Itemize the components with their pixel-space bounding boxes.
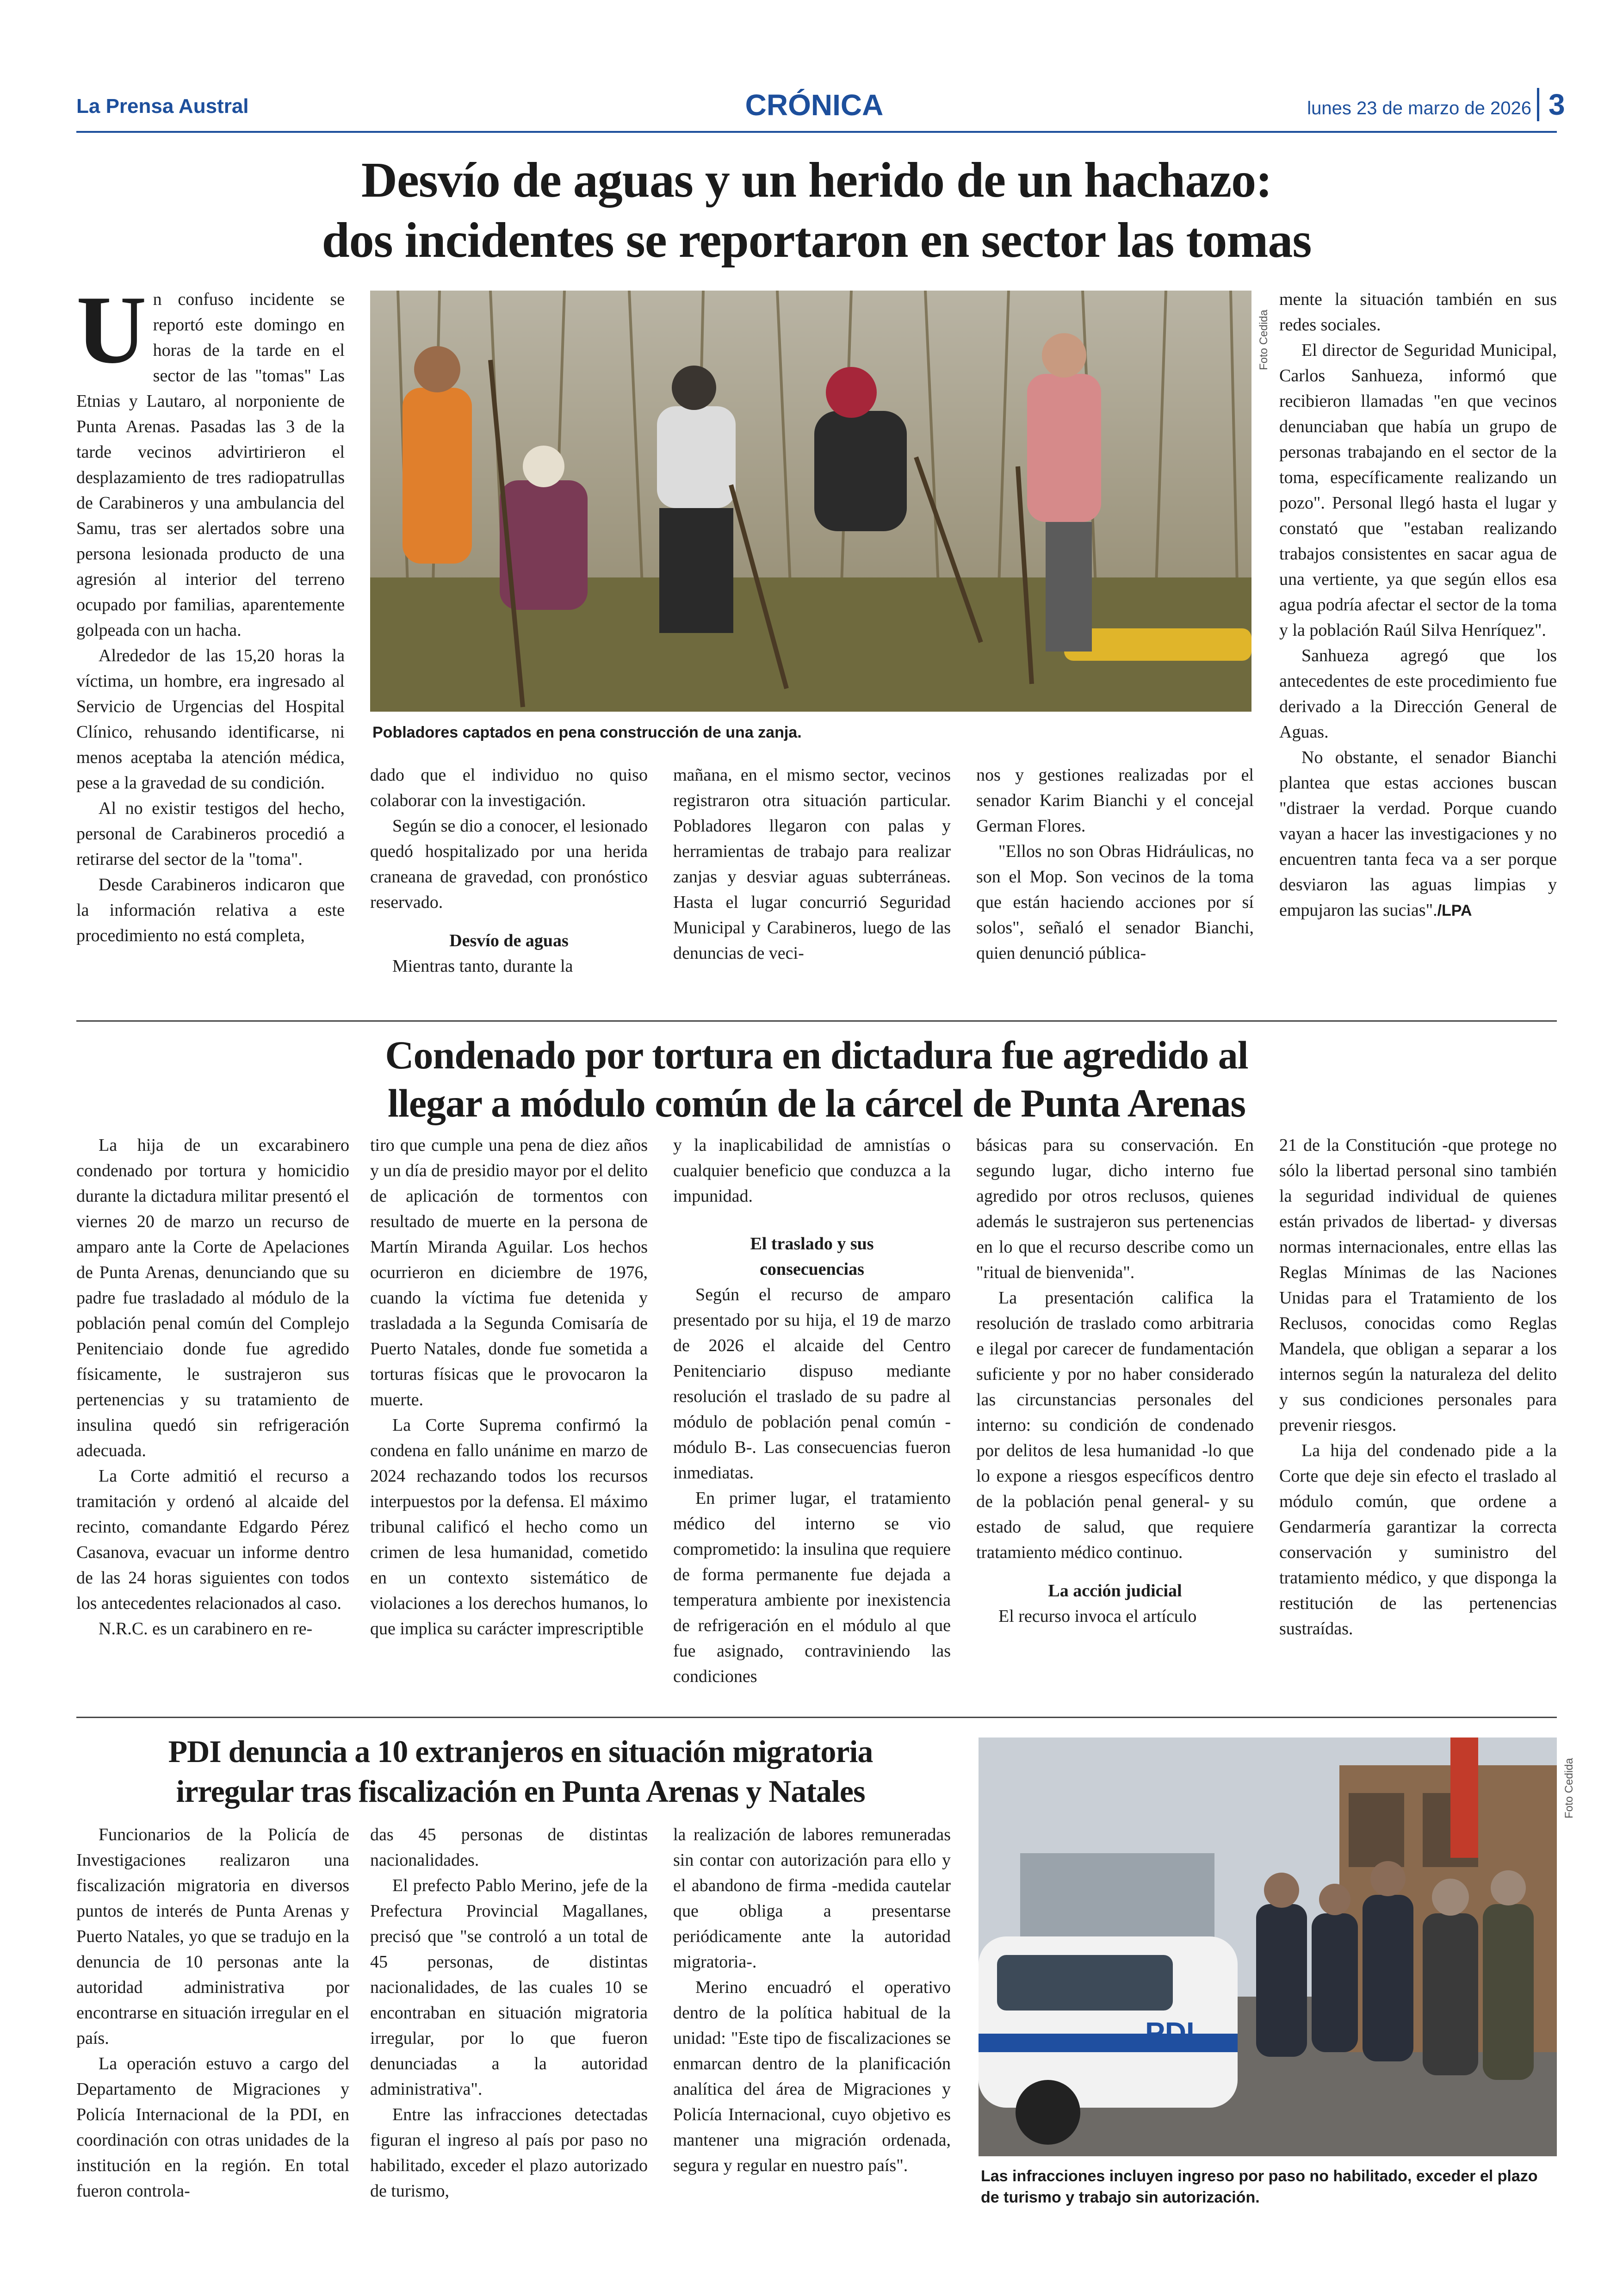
article3-headline xyxy=(76,1731,965,1811)
article3-col2-p1: das 45 personas de distintas nacionalidades. xyxy=(370,1825,648,1870)
article3-column-1 xyxy=(76,1822,349,2204)
article2-col4-after: El recurso invoca el artículo xyxy=(998,1607,1197,1626)
article2-headline xyxy=(76,1031,1557,1127)
article1-col1-p2: Alrededor de las 15,20 horas la víctima, un hombre, era ingresado al Servicio de Urgencias del Hospital Clínico, rehusando identificarse, ni menos aceptaba la atención médica, pese a la gravedad de su condición. xyxy=(76,646,345,793)
article1-column-2 xyxy=(370,763,648,979)
pdi-street-photo xyxy=(979,1738,1557,2156)
article1-col1-p3: Al no existir testigos del hecho, personal de Carabineros procedió a retirarse del sector de la "toma". xyxy=(76,799,345,869)
article1-column-4 xyxy=(976,763,1254,966)
article1-headline-line2: dos incidentes se reportaron en sector las tomas xyxy=(322,213,1312,268)
article2-col3-top: y la inaplicabilidad de amnistías o cualquier beneficio que conduzca a la impunidad. xyxy=(673,1136,951,1206)
workers-digging-photo xyxy=(370,291,1251,712)
article3-photo-credit: Foto Cedida xyxy=(1563,1758,1575,1818)
article3-column-3 xyxy=(673,1822,951,2178)
article2-col5-p1: La hija del condenado pide a la Corte que deje sin efecto el traslado al módulo común, que ordene a Gendarmería garantizar la correcta conservación y suministro del tratamiento médico, y que disponga la restitución de las pertenencias sustraídas. xyxy=(1279,1441,1557,1638)
article1-col2-p1: dado que el individuo no quiso colaborar con la investigación. xyxy=(370,765,648,810)
article3-col1-p1: Funcionarios de la Policía de Investigaciones realizaron una fiscalización migratoria en diversos puntos de interés de Punta Arenas y Puerto Natales, yo que se tradujo en la denuncia de 10 personas ante la autoridad administrativa por encontrarse en situación irregular en el país. xyxy=(76,1825,349,2048)
article1-column-1 xyxy=(76,276,345,949)
article1-column-3 xyxy=(673,763,951,966)
article2-col2-p1: tiro que cumple una pena de diez años y un día de presidio mayor por el delito de aplicación de tormentos con resultado de muerte en la persona de Martín Miranda Aguilar. Los hechos ocurrieron en diciembre de 1976, cuando la víctima fue detenida y trasladada a la Segunda Comisaría de Puerto Natales, donde fue sometida a torturas físicas que le provocaron la muerte. xyxy=(370,1136,648,1409)
article1-headline-line1: Desvío de aguas y un herido de un hachazo: xyxy=(361,153,1272,208)
article1-col5-p4: No obstante, el senador Bianchi plantea que estas acciones buscan "distraer la verdad. Porque cuando vayan a hacer las investigaciones y no encuentren tanta feca va a ser porque desviaron las aguas limpias y empujaron las sucias". xyxy=(1279,748,1557,920)
article2-column-1 xyxy=(76,1133,349,1642)
header-rule xyxy=(76,131,1557,133)
article2-headline-line2: llegar a módulo común de la cárcel de Punta Arenas xyxy=(388,1081,1245,1125)
article3-col3-p1: la realización de labores remuneradas sin contar con autorización para ello y el abandono de firma -medida cautelar que obliga a presentarse periódicamente ante la autoridad migratoria-. xyxy=(673,1825,951,1972)
dropcap-letter: U xyxy=(76,276,147,384)
article2-col4-p1: La presentación califica la resolución de traslado como arbitraria e ilegal por carecer de fundamentación suficiente y por no haber considerado las circunstancias personales del interno: su condición de condenado por delitos de lesa humanidad -lo que lo expone a riesgos específicos dentro de la población penal general- y su estado de salud, que requiere tratamiento médico continuo. xyxy=(976,1288,1254,1562)
article2-col1-p2: La Corte admitió el recurso a tramitación y ordenó al alcaide del recinto, comandante Edgardo Pérez Casanova, evacuar un informe dentro de las 24 horas siguientes con todos los antecedentes relacionados al caso. xyxy=(76,1466,349,1613)
article1-col4-p1: nos y gestiones realizadas por el senador Karim Bianchi y el concejal German Flores. xyxy=(976,765,1254,836)
article3-col2-p3: Entre las infracciones detectadas figuran el ingreso al país por paso no habilitado, exceder el plazo autorizado de turismo, xyxy=(370,2105,648,2201)
article3-col3-p2: Merino encuadró el operativo dentro de la política habitual de la unidad: "Este tipo de fiscalizaciones se enmarcan dentro de la planificación analítica del área de Migraciones y Policía Internacional, cuyo objetivo es mantener una migración ordenada, segura y regular en nuestro país". xyxy=(673,1978,951,2175)
article1-subhead: Desvío de aguas xyxy=(449,931,569,950)
article1-col2-p3: Mientras tanto, durante la xyxy=(392,956,573,976)
article2-column-5 xyxy=(1279,1133,1557,1642)
article2-col5-top: 21 de la Constitución -que protege no sólo la libertad personal sino también la seguridad individual de quienes están privados de libertad- y diversas normas internacionales, entre ellas las Reglas Mínimas de las Naciones Unidas para el Tratamiento de los Reclusos, conocidas como Reglas Mandela, que obligan a separar a los internos según la naturaleza del delito y sus condiciones personales para prevenir riesgos. xyxy=(1279,1136,1557,1435)
vehicle-label: PDI xyxy=(1145,2016,1195,2049)
article2-col3-p2: En primer lugar, el tratamiento médico del interno se vio comprometido: la insulina que requiere de forma permanente fue dejada a temperatura ambiente por inexistencia de refrigeración en el módulo al que fue asignado, contraviniendo las condiciones xyxy=(673,1489,951,1686)
article1-col4-p2: "Ellos no son Obras Hidráulicas, no son el Mop. Son vecinos de la toma que están haciendo acciones por sí solos", señaló el senador Bianchi, quien denunció pública- xyxy=(976,842,1254,963)
article2-subhead1-line2: consecuencias xyxy=(760,1260,864,1279)
article2-col2-p2: La Corte Suprema confirmó la condena en fallo unánime en marzo de 2024 rechazando todos los recursos interpuestos por la defensa. El máximo tribunal calificó el hecho como un crimen de lesa humanidad, cometido en un contexto sistemático de violaciones a los derechos humanos, lo que implica su carácter imprescriptible xyxy=(370,1415,648,1638)
article3-headline-line2: irregular tras fiscalización en Punta Arenas y Natales xyxy=(176,1774,865,1809)
article-divider-1 xyxy=(76,1020,1557,1022)
article3-column-2 xyxy=(370,1822,648,2204)
article1-col5-p3: Sanhueza agregó que los antecedentes de este procedimiento fue derivado a la Dirección General de Aguas. xyxy=(1279,646,1557,742)
article1-col1-p4: Desde Carabineros indicaron que la información relativa a este procedimiento no está completa, xyxy=(76,875,345,945)
article2-col1-p1: La hija de un excarabinero condenado por tortura y homicidio durante la dictadura militar presentó el viernes 20 de marzo un recurso de amparo ante la Corte de Apelaciones de Punta Arenas, denunciando que su padre fue trasladado al módulo de la población penal común del Complejo Penitenciaio donde fue agredido físicamente, le sustrajeron sus pertenencias y su tratamiento de insulina quedó sin refrigeración adecuada. xyxy=(76,1136,349,1460)
issue-date: lunes 23 de marzo de 2026 xyxy=(1307,98,1531,118)
article3-photo xyxy=(979,1738,1557,2156)
article2-col4-top: básicas para su conservación. En segundo lugar, dicho interno fue agredido por otros reclusos, quienes además le sustrajeron sus pertenencias en lo que el recurso describe como un "ritual de bienvenida". xyxy=(976,1136,1254,1282)
article1-col3-p1: mañana, en el mismo sector, vecinos registraron otra situación particular. Pobladores llegaron con palas y herramientas de trabajo para realizar zanjas y desviar aguas subterráneas. Hasta el lugar concurrió Seguridad Municipal y Carabineros, luego de las denuncias de veci- xyxy=(673,765,951,963)
article1-signature: /LPA xyxy=(1437,902,1472,919)
article1-column-5 xyxy=(1279,287,1557,924)
article2-column-2 xyxy=(370,1133,648,1642)
article1-headline xyxy=(76,150,1557,271)
article3-col1-p2: La operación estuvo a cargo del Departamento de Migraciones y Policía Internacional de la PDI, en coordinación con otras unidades de la institución en la región. En total fueron controla- xyxy=(76,2054,349,2201)
paper-name: La Prensa Austral xyxy=(76,95,249,118)
article2-column-3 xyxy=(673,1133,951,1689)
article1-col5-p1: mente la situación también en sus redes sociales. xyxy=(1279,290,1557,335)
article1-col1-p1: n confuso incidente se reportó este domingo en horas de la tarde en el sector de las "tomas" Las Etnias y Lautaro, al norponiente de Punta Arenas. Pasadas las 3 de la tarde vecinos advirtirieron el desplazamiento de tres radiopatrullas de Carabineros y una ambulancia del Samu, tras ser alertados sobre una persona lesionada producto de una agresión al interior del terreno ocupado por familias, aparentemente golpeada con un hacha. xyxy=(76,290,345,640)
section-name: CRÓNICA xyxy=(745,88,884,122)
page-number: 3 xyxy=(1537,88,1565,121)
article2-headline-line1: Condenado por tortura en dictadura fue agredido al xyxy=(385,1033,1248,1077)
article3-col2-p2: El prefecto Pablo Merino, jefe de la Prefectura Provincial Magallanes, precisó que "se controló a un total de 45 personas, de distintas nacionalidades, de las cuales 10 se encontraban en situación migratoria irregular, por lo que fueron denunciadas a la autoridad administrativa". xyxy=(370,1876,648,2099)
article3-headline-line1: PDI denuncia a 10 extranjeros en situación migratoria xyxy=(168,1734,873,1769)
article2-column-4 xyxy=(976,1133,1254,1629)
article2-col1-p3: N.R.C. es un carabinero en re- xyxy=(99,1619,313,1638)
article1-col2-p2: Según se dio a conocer, el lesionado quedó hospitalizado por una herida craneana de gravedad, con pronóstico reservado. xyxy=(370,816,648,912)
article2-subhead2: La acción judicial xyxy=(1048,1581,1182,1601)
article1-col5-p2: El director de Seguridad Municipal, Carlos Sanhueza, informó que recibieron llamadas "en que vecinos denunciaban que había un grupo de personas trabajando en el sector de la toma, específicamente realizando un pozo". Personal llegó hasta el lugar y constató que "estaban realizando trabajos consistentes en sacar agua de una vertiente, ya que según ellos esa agua podría afectar el sector de la toma y la población Raúl Silva Henríquez". xyxy=(1279,341,1557,640)
article1-photo xyxy=(370,291,1251,712)
article3-photo-caption: Las infracciones incluyen ingreso por paso no habilitado, exceder el plazo de turismo y trabajo sin autorización. xyxy=(981,2167,1538,2206)
article1-photo-caption: Pobladores captados en pena construcción de una zanja. xyxy=(372,724,802,741)
article2-subhead1 xyxy=(673,1231,951,1282)
article2-col3-p1: Según el recurso de amparo presentado por su hija, el 19 de marzo de 2026 el alcaide del Centro Penitenciario dispuso mediante resolución el traslado de su padre al módulo de población penal común -módulo B-. Las consecuencias fueron inmediatas. xyxy=(673,1285,951,1483)
article-divider-2 xyxy=(76,1717,1557,1718)
article1-photo-credit: Foto Cedida xyxy=(1258,310,1270,370)
article2-subhead1-line1: El traslado y sus xyxy=(750,1234,874,1253)
